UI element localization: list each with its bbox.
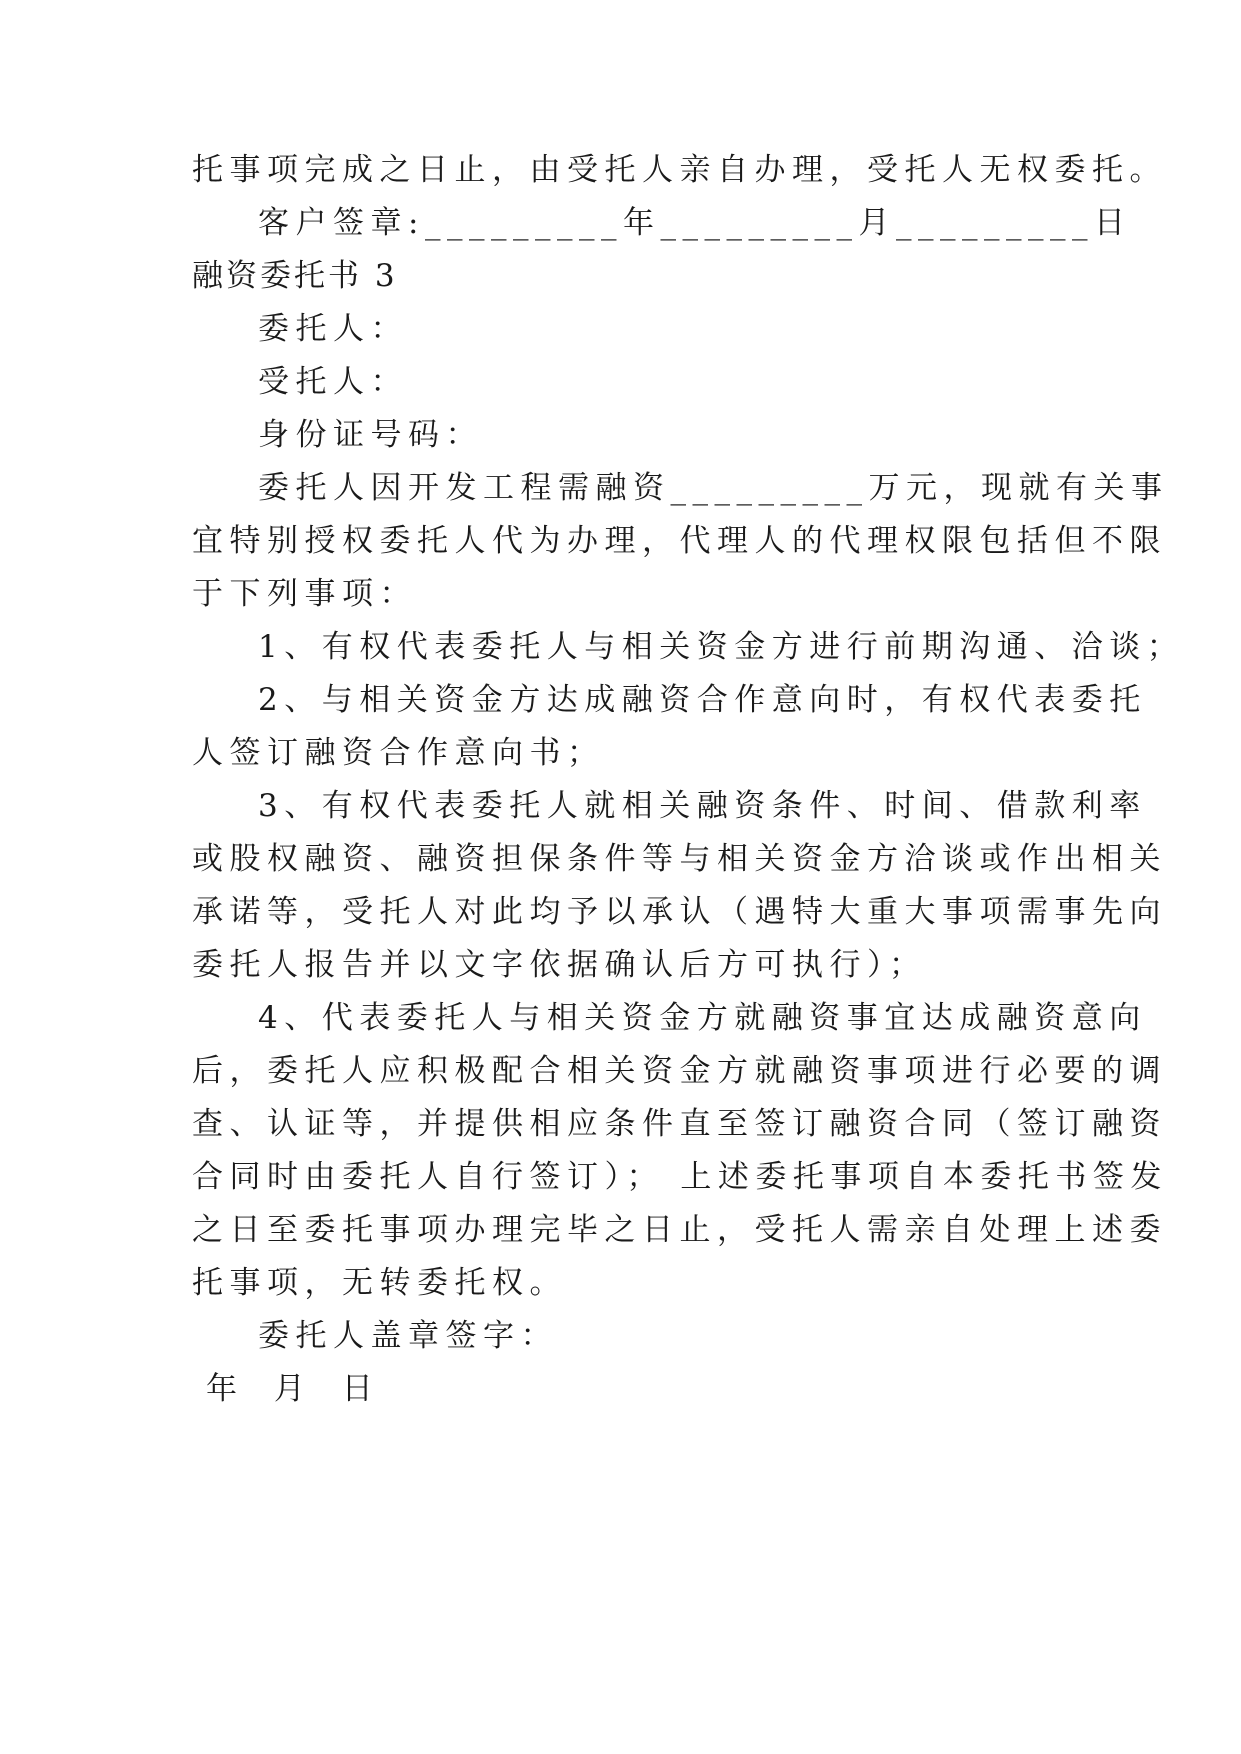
list-item-4: 4、代表委托人与相关资金方就融资事宜达成融资意向 — [258, 1000, 1147, 1036]
list-item-2: 2、与相关资金方达成融资合作意向时，有权代表委托 — [258, 682, 1147, 718]
customer-signature-date-line: 客户签章:_________年_________月_________日 — [258, 205, 1132, 241]
list-item-4-continuation: 后，委托人应积极配合相关资金方就融资事项进行必要的调 — [192, 1053, 1167, 1089]
signature-date: 年 月 日 — [206, 1371, 380, 1407]
list-item-3-continuation: 承诺等，受托人对此均予以承认（遇特大重大事项需事先向 — [192, 894, 1167, 930]
list-item-4-continuation: 合同时由委托人自行签订）； 上述委托事项自本委托书签发 — [192, 1159, 1168, 1195]
list-item-3-continuation: 或股权融资、融资担保条件等与相关资金方洽谈或作出相关 — [192, 841, 1167, 877]
paragraph-line: 委托人因开发工程需融资_________万元，现就有关事 — [258, 470, 1169, 506]
id-number-field: 身份证号码： — [258, 417, 483, 453]
list-item-1: 1、有权代表委托人与相关资金方进行前期沟通、洽谈； — [258, 629, 1185, 665]
list-item-2-continuation: 人签订融资合作意向书； — [192, 735, 605, 771]
principal-seal-signature: 委托人盖章签字： — [258, 1318, 558, 1354]
section-title: 融资委托书 3 — [192, 258, 398, 294]
list-item-4-continuation: 之日至委托事项办理完毕之日止，受托人需亲自处理上述委 — [192, 1212, 1167, 1248]
list-item-4-continuation: 查、认证等，并提供相应条件直至签订融资合同（签订融资 — [192, 1106, 1167, 1142]
principal-field: 委托人： — [258, 311, 408, 347]
paragraph-line: 于下列事项： — [192, 576, 417, 612]
list-item-4-continuation: 托事项，无转委托权。 — [192, 1265, 567, 1301]
list-item-3-continuation: 委托人报告并以文字依据确认后方可执行）； — [192, 947, 927, 983]
text-line-continuation: 托事项完成之日止，由受托人亲自办理，受托人无权委托。 — [192, 152, 1167, 188]
paragraph-line: 宜特别授权委托人代为办理，代理人的代理权限包括但不限 — [192, 523, 1167, 559]
list-item-3: 3、有权代表委托人就相关融资条件、时间、借款利率 — [258, 788, 1147, 824]
agent-field: 受托人： — [258, 364, 408, 400]
